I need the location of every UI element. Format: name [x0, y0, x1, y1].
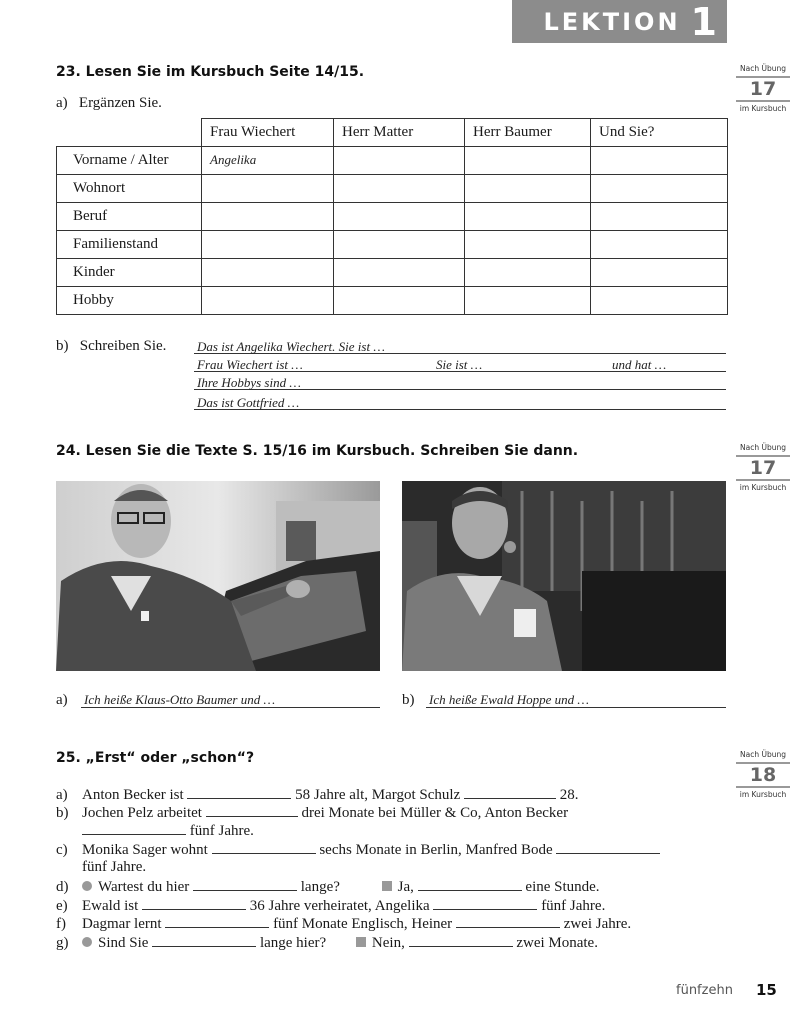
exercise-item: c) Monika Sager wohnt sechs Monate in Berlin, Manfred Bode — [56, 840, 660, 859]
exercise-reference: Nach Übung 17 im Kursbuch — [736, 64, 790, 114]
row-label: Familienstand — [57, 231, 202, 259]
answer-blank[interactable] — [556, 840, 660, 854]
table-cell[interactable] — [591, 203, 728, 231]
line-prompt: Ich heiße Klaus-Otto Baumer und … — [84, 692, 276, 707]
exercise-item: d) Wartest du hier lange? Ja, eine Stunde. — [56, 879, 600, 895]
photo-klaus-otto-baumer — [56, 481, 380, 671]
table-cell[interactable] — [202, 203, 334, 231]
table-cell[interactable] — [334, 175, 465, 203]
line-prompt: Ich heiße Ewald Hoppe und … — [429, 692, 589, 707]
table-cell[interactable] — [465, 287, 591, 315]
column-header: Frau Wiechert — [202, 119, 334, 147]
exercise-25-title: 25. „Erst“ oder „schon“? — [56, 750, 255, 766]
filled-answer: Angelika — [210, 152, 257, 167]
page-number-word: fünfzehn — [676, 983, 733, 998]
answer-blank[interactable] — [212, 840, 316, 854]
line-prompt: und hat … — [612, 357, 667, 372]
answer-blank[interactable] — [165, 914, 269, 928]
answer-blank[interactable] — [82, 821, 186, 835]
table-cell[interactable] — [465, 259, 591, 287]
table-cell[interactable] — [591, 231, 728, 259]
exercise-item: b) Jochen Pelz arbeitet drei Monate bei Müller & Co, Anton Becker — [56, 805, 569, 821]
line-prompt: Frau Wiechert ist … — [197, 357, 303, 372]
answer-blank[interactable] — [409, 933, 513, 947]
row-label: Kinder — [57, 259, 202, 287]
circle-bullet-icon — [82, 937, 92, 947]
exercise-item: a) Anton Becker ist 58 Jahre alt, Margot Schulz 28. — [56, 787, 579, 803]
exercise-item-continued: fünf Jahre. — [82, 859, 147, 875]
answer-blank[interactable] — [142, 896, 246, 910]
answer-blank[interactable] — [418, 877, 522, 891]
answer-blank[interactable] — [456, 914, 560, 928]
table-cell[interactable] — [334, 287, 465, 315]
exercise-23b-instruction: b) Schreiben Sie. — [56, 338, 167, 354]
table-cell[interactable] — [591, 259, 728, 287]
square-bullet-icon — [382, 881, 392, 891]
answer-blank[interactable] — [433, 896, 537, 910]
column-header: Und Sie? — [591, 119, 728, 147]
line-prompt: Das ist Angelika Wiechert. Sie ist … — [197, 339, 385, 354]
lesson-banner — [512, 0, 727, 43]
exercise-24-title: 24. Lesen Sie die Texte S. 15/16 im Kursbuch. Schreiben Sie dann. — [56, 443, 579, 459]
answer-blank[interactable] — [193, 877, 297, 891]
exercise-24a-label: a) — [56, 692, 68, 708]
table-cell[interactable] — [202, 147, 334, 175]
exercise-reference: Nach Übung 18 im Kursbuch — [736, 750, 790, 800]
row-label: Beruf — [57, 203, 202, 231]
line-prompt: Das ist Gottfried … — [197, 395, 300, 410]
info-table — [56, 118, 728, 315]
row-label: Hobby — [57, 287, 202, 315]
lesson-word: LEKTION — [543, 7, 681, 36]
line-prompt: Sie ist … — [436, 357, 483, 372]
lesson-number: 1 — [690, 0, 717, 44]
row-label: Vorname / Alter — [57, 147, 202, 175]
table-cell[interactable] — [591, 287, 728, 315]
exercise-item-continued: fünf Jahre. — [82, 821, 254, 840]
answer-blank[interactable] — [206, 803, 298, 817]
table-cell[interactable] — [591, 175, 728, 203]
line-prompt: Ihre Hobbys sind … — [197, 375, 301, 390]
answer-blank[interactable] — [464, 785, 556, 799]
answer-blank[interactable] — [187, 785, 291, 799]
table-cell[interactable] — [465, 203, 591, 231]
exercise-23-title: 23. Lesen Sie im Kursbuch Seite 14/15. — [56, 64, 365, 80]
square-bullet-icon — [356, 937, 366, 947]
answer-blank[interactable] — [152, 933, 256, 947]
table-cell[interactable] — [465, 147, 591, 175]
exercise-item: f) Dagmar lernt fünf Monate Englisch, Heiner zwei Jahre. — [56, 916, 632, 932]
table-cell[interactable] — [202, 175, 334, 203]
page-number: 15 — [756, 981, 777, 999]
table-cell[interactable] — [202, 287, 334, 315]
exercise-23a-instruction: a) Ergänzen Sie. — [56, 95, 162, 111]
exercise-item: g) Sind Sie lange hier? Nein, zwei Monate. — [56, 935, 598, 951]
table-cell[interactable] — [591, 147, 728, 175]
exercise-reference: Nach Übung 17 im Kursbuch — [736, 443, 790, 493]
photo-ewald-hoppe — [402, 481, 726, 671]
column-header: Herr Matter — [334, 119, 465, 147]
table-cell[interactable] — [202, 259, 334, 287]
column-header: Herr Baumer — [465, 119, 591, 147]
table-cell[interactable] — [334, 231, 465, 259]
table-cell[interactable] — [334, 259, 465, 287]
exercise-24b-label: b) — [402, 692, 415, 708]
circle-bullet-icon — [82, 881, 92, 891]
exercise-item: e) Ewald ist 36 Jahre verheiratet, Angelika fünf Jahre. — [56, 898, 606, 914]
table-cell[interactable] — [465, 231, 591, 259]
table-cell[interactable] — [465, 175, 591, 203]
table-cell[interactable] — [334, 203, 465, 231]
row-label: Wohnort — [57, 175, 202, 203]
table-cell[interactable] — [334, 147, 465, 175]
table-cell[interactable] — [202, 231, 334, 259]
